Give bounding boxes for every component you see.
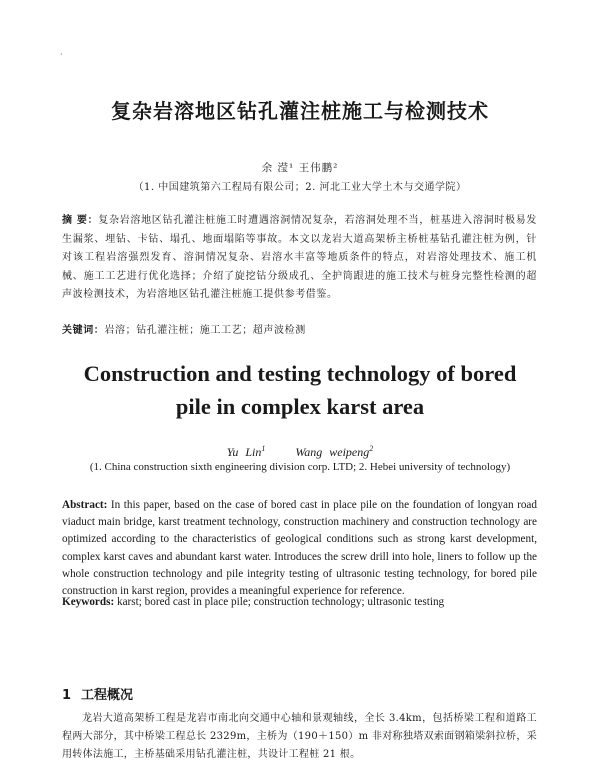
section-title: 工程概况	[81, 688, 134, 703]
english-title	[0, 357, 600, 423]
chinese-keywords-label: 关键词：	[62, 325, 105, 336]
chinese-title: 复杂岩溶地区钻孔灌注桩施工与检测技术	[111, 99, 489, 123]
chinese-abstract-label: 摘 要：	[62, 215, 99, 226]
chinese-keywords	[62, 321, 537, 336]
page-marker: ·	[60, 50, 63, 59]
english-title-line-2: pile in complex karst area	[175, 394, 425, 419]
english-abstract-text: In this paper, based on the case of bored cast in place pile on the foundation of longyan road viaduct main bridge, karst treatment technology, construction machinery and construction technology are optimized according to the characteristics of geological conditions such as strong karst development, complex karst caves and abundant karst water. Introduces the screw drill into hole, liners to follow up the whole construction technology and pile integrity testing of ultrasonic testing technology, for bored pile construction in karst region, provides a meaningful experience for reference.	[62, 499, 537, 598]
section-heading	[62, 684, 133, 703]
english-keywords-text: karst; bored cast in place pile; construction technology; ultrasonic testing	[114, 596, 445, 608]
english-keywords	[62, 596, 542, 608]
section-body: 龙岩大道高架桥工程是龙岩市南北向交通中心轴和景观轴线，全长 3.4km，包括桥梁工程和道路工程两大部分，其中桥梁工程总长 2329m，主桥为（190＋150）m 非对称独塔双索面钢箱梁斜拉桥，采用转体法施工，主桥基础采用钻孔灌注桩，共设计工程桩 21 根。	[62, 713, 537, 760]
chinese-affiliation: （1. 中国建筑第六工程局有限公司；2. 河北工业大学土木与交通学院）	[133, 182, 467, 193]
section-number: 1	[62, 688, 72, 703]
english-authors	[0, 444, 600, 460]
english-abstract-label: Abstract:	[62, 499, 108, 511]
english-author-2-sup: 2	[369, 444, 374, 453]
chinese-authors: 余 滢¹ 王伟鹏²	[261, 162, 339, 174]
english-affiliation: (1. China construction sixth engineering division corp. LTD; 2. Hebei university of technology)	[89, 461, 511, 473]
english-keywords-label: Keywords:	[62, 596, 115, 608]
english-author-1: Yu Lin	[226, 445, 262, 459]
english-title-line-1: Construction and testing technology of bored	[83, 361, 517, 386]
chinese-abstract	[62, 212, 537, 305]
english-author-2: Wang weipeng	[295, 445, 370, 459]
english-abstract	[62, 497, 537, 600]
english-author-1-sup: 1	[261, 444, 266, 453]
chinese-abstract-text: 复杂岩溶地区钻孔灌注桩施工时遭遇溶洞情况复杂，若溶洞处理不当，桩基进入溶洞时极易发生漏浆、埋钻、卡钻、塌孔、地面塌陷等事故。本文以龙岩大道高架桥主桥桩基钻孔灌注桩为例，针对该工程岩溶强烈发育、溶洞情况复杂、岩溶水丰富等地质条件的特点，对岩溶处理技术、施工机械、施工工艺进行优化选择；介绍了旋挖钻分级成孔、全护筒跟进的施工技术与桩身完整性检测的超声波检测技术，为岩溶地区钻孔灌注桩施工提供参考借鉴。	[62, 215, 537, 300]
chinese-keywords-text: 岩溶；钻孔灌注桩；施工工艺；超声波检测	[104, 325, 306, 336]
